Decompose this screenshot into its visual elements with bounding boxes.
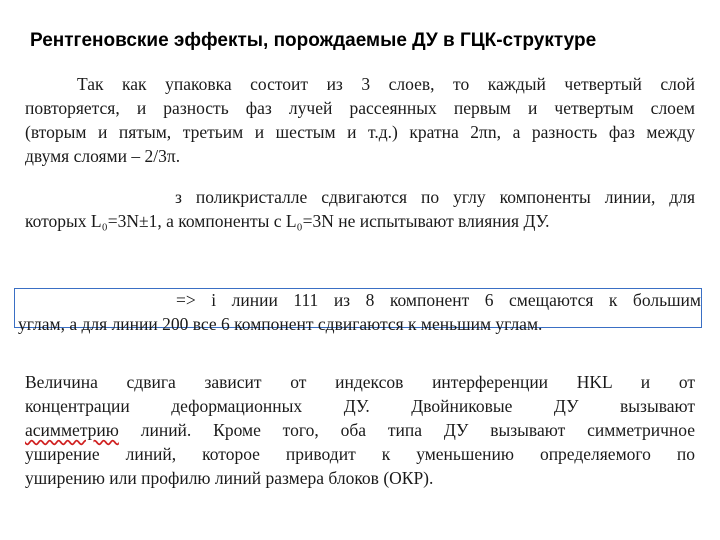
text-line: уширению или профилю линий размера блоков (ОКР). [25, 468, 434, 488]
text-line [25, 418, 695, 442]
text-line: (вторым и пятым, третьим и шестым и т.д.) кратна 2πn, а разность фаз между [25, 122, 695, 142]
slide-title: Рентгеновские эффекты, порождаемые ДУ в ГЦК-структуре [30, 30, 597, 51]
text-line: которых L₀=3N±1, а компоненты с L₀=3N не испытывают влияния ДУ. [25, 211, 550, 231]
paragraph-layer-packing [25, 72, 695, 168]
text-line: уширение линий, которое приводит к уменьшению определяемого по [25, 444, 695, 464]
text-line: концентрации деформационных ДУ. Двойниковые ДУ вызывают [25, 396, 695, 416]
paragraph-line-components [18, 288, 701, 336]
text-line: з поликристалле сдвигаются по углу компоненты линии, для [175, 187, 695, 207]
text-line: Так как упаковка состоит из 3 слоев, то каждый четвертый слой [77, 74, 695, 94]
text-line: двумя слоями – 2/3π. [25, 146, 181, 166]
text-line: Величина сдвига зависит от индексов интерференции HKL и от [25, 372, 695, 392]
text-fragment: линий. Кроме того, оба типа ДУ вызывают симметричное [118, 420, 695, 440]
text-line: повторяется, и разность фаз лучей рассеянных первым и четвертым слоем [25, 98, 695, 118]
text-line: => i линии 111 из 8 компонент 6 смещаются к большим [176, 290, 701, 310]
spellcheck-underlined-word: асимметрию [25, 420, 119, 440]
paragraph-shift-magnitude [25, 370, 695, 490]
paragraph-polycrystal-shift [25, 185, 695, 233]
text-line: углам, а для линии 200 все 6 компонент сдвигаются к меньшим углам. [18, 314, 543, 334]
